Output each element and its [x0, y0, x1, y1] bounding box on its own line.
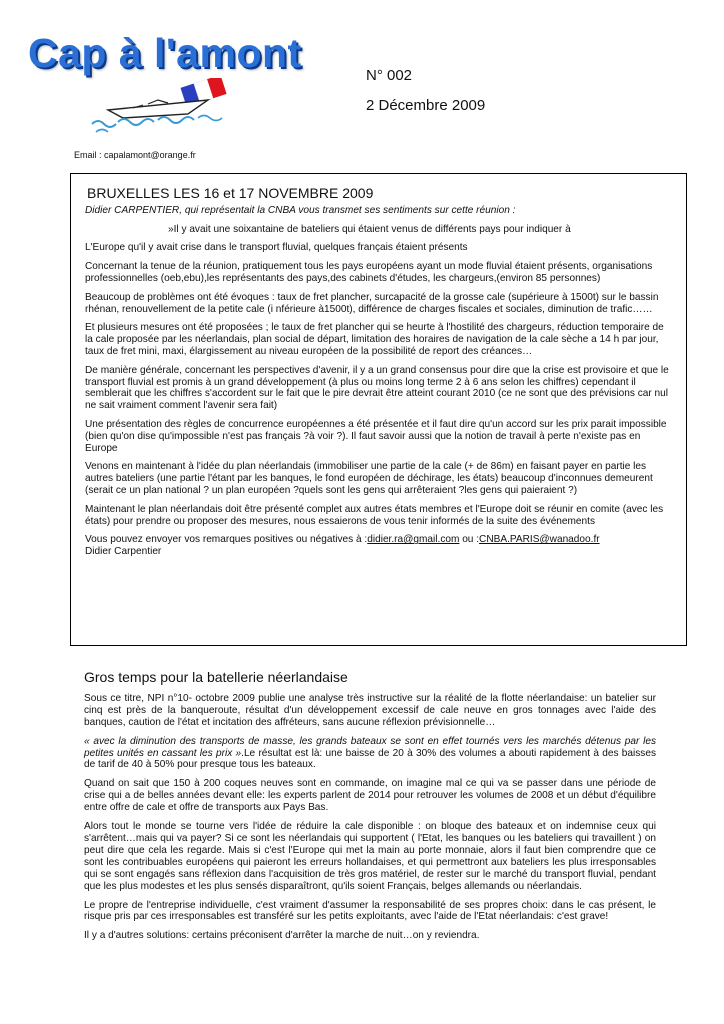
report-paragraph: Une présentation des règles de concurrence européennes a été présentée et il faut dire qu'un accord sur les prix parait impossible (bien qu'on dise qu'impossible n'est pas français ?à voir ?). Il faut savoir aussi que la notion de travail à perte n'existe pas en Europe	[85, 418, 667, 454]
article-paragraph: Quand on sait que 150 à 200 coques neuves sont en commande, on imagine mal ce qui va se passer dans une période de crise qui a de belles années devant elle: les experts parlent de 2014 pour retrouver les volumes de 2008 et un début d'équilibre entre offre de cale et offre de transports aux Pays Bas.	[84, 778, 656, 814]
email-link-cnba[interactable]: CNBA.PARIS@wanadoo.fr	[479, 534, 600, 546]
report-paragraph: L'Europe qu'il y avait crise dans le transport fluvial, quelques français étaient présents	[85, 242, 468, 254]
email-link-didier[interactable]: didier.ra@gmail.com	[367, 534, 460, 546]
article-paragraph: Le propre de l'entreprise individuelle, c'est vraiment d'assumer la responsabilité de ses propres choix: dans le cas présent, le risque pris par ces irresponsables est transféré sur les petits exploitants, avec l'aide de l'Etat néerlandais: c'est grave!	[84, 899, 656, 923]
article-paragraph: Sous ce titre, NPI n°10- octobre 2009 publie une analyse très instructive sur la réalité de la flotte néerlandaise: un batelier sur cinq est près de la banqueroute, résultat d'un développement excessif de cale neuve en gros tonnages avec l'aide des banques, caution de l'état et incitation des affréteurs, sans aucune réflexion prévisionnelle…	[84, 692, 656, 728]
report-paragraph: Et plusieurs mesures ont été proposées ; le taux de fret plancher qui se heurte à l'hostilité des chargeurs, réduction temporaire de la cale proposée par les néerlandais, plan social de départ, limitation des horaires de navigation de la cale sèche a 14 h par jour, taux de fret mini, maxi, élargissement au niveau européen de la possibilité de report des créances…	[85, 322, 664, 357]
dutch-shipping-article	[84, 669, 656, 949]
report-paragraph: Maintenant le plan néerlandais doit être présenté complet aux autres états membres et l'Europe doit se réunir en comite (avec les états) pour prendre ou proposer des mesures, nous essaierons de vous tenir informés de la suite des événements	[85, 503, 664, 527]
issue-date: 2 Décembre 2009	[366, 97, 486, 114]
brussels-report-title: BRUXELLES LES 16 et 17 NOVEMBRE 2009	[87, 185, 374, 201]
article-title: Gros temps pour la batellerie néerlandaise	[84, 669, 348, 685]
report-paragraph: De manière générale, concernant les perspectives d'avenir, il y a un grand consensus pour dire que la crise est provisoire et que le transport fluvial est promis à un grand développement (à plus ou moins long terme 2 à 6 ans selon les chiffres) cependant il semblerait que les chiffres s'accordent sur le fait que le pire devrait être atteint courant 2010 (ce ne sont que des prévisions car nul ne sait vraiment comment l'avenir sera fait)	[85, 364, 669, 412]
article-quote: « avec la diminution des transports de masse, les grands bateaux se sont en effet tournés vers les marchés détenus par les petites unités en cassant les prix »	[84, 735, 656, 759]
report-signature: Didier Carpentier	[85, 546, 162, 558]
article-paragraph	[84, 736, 656, 772]
report-intro: Didier CARPENTIER, qui représentait la CNBA vous transmet ses sentiments sur cette réunion :	[85, 204, 516, 216]
contact-or: ou :	[459, 534, 480, 546]
report-paragraph: »Il y avait une soixantaine de bateliers qui étaient venus de différents pays pour indiquer à	[168, 223, 571, 235]
report-paragraph: Concernant la tenue de la réunion, pratiquement tous les pays européens ayant un mode fluvial étaient présents, organisations professionnelles (oeb,ebu),les représentants des pays,des cabinets d'études, les chargeurs,(environ 85 personnes)	[85, 261, 653, 284]
report-paragraph: Beaucoup de problèmes ont été évoques : taux de fret plancher, surcapacité de la grosse cale (supérieure à 1500t) sur le bassin rhénan, renouvellement de la petite cale (i nférieure à1500t), différence de charges fiscales et sociales, diminution de trafic……	[85, 291, 659, 315]
brussels-report-content	[85, 185, 673, 558]
brussels-report-box	[70, 173, 687, 646]
article-paragraph: Alors tout le monde se tourne vers l'idée de réduire la cale disponible : on bloque des bateaux et on indemnise ceux qui s'arrêtent…mais qui va payer? Si ce sont les néerlandais qui supportent ( l'Etat, les banques ou les bateliers qui travaillent ) on peut dire que cela les regarde. Mais si c'est l'Europe qui met la main au porte monnaie, alors il faut bien comprendre que ce sont les contribuables européens qui paieront les erreurs hollandaises, et qui permettront aux bateliers les plus irresponsables qui se sont engagés sans réflexion dans l'acquisition de très gros matériel, de rester sur le marché du transport fluvial, pendant que les plus modestes et les plus sensés disparaîtront, qu'ils soient Français, belges allemands ou néerlandais.	[84, 821, 656, 892]
newsletter-logo-title: Cap à l'amont	[28, 30, 302, 76]
report-contact	[85, 534, 673, 558]
contact-email: Email : capalamont@orange.fr	[74, 150, 196, 160]
issue-number: N° 002	[366, 67, 413, 84]
boat-logo-icon	[88, 78, 238, 136]
report-paragraph: Venons en maintenant à l'idée du plan néerlandais (immobiliser une partie de la cale (+ de 86m) en faisant payer en partie les autres bateliers (une partie l'étant par les banques, le fond européen de déchirage, les états) beaucoup d'inconnues demeurent (serait ce un plan national ? un plan européen ?quels sont les gens qui arrêteraient ?les gens qui paieraient ?)	[85, 461, 653, 496]
article-paragraph: Il y a d'autres solutions: certains préconisent d'arrêter la marche de nuit…on y reviendra.	[84, 930, 480, 942]
contact-text: Vous pouvez envoyer vos remarques positives ou négatives à :	[85, 534, 368, 546]
article-quote-followup: .Le résultat est là: une baisse de 20 à 30% des volumes a abouti rapidement à des baisses de tarif de 40 à 50% pour presque tous les bateaux.	[84, 747, 656, 771]
